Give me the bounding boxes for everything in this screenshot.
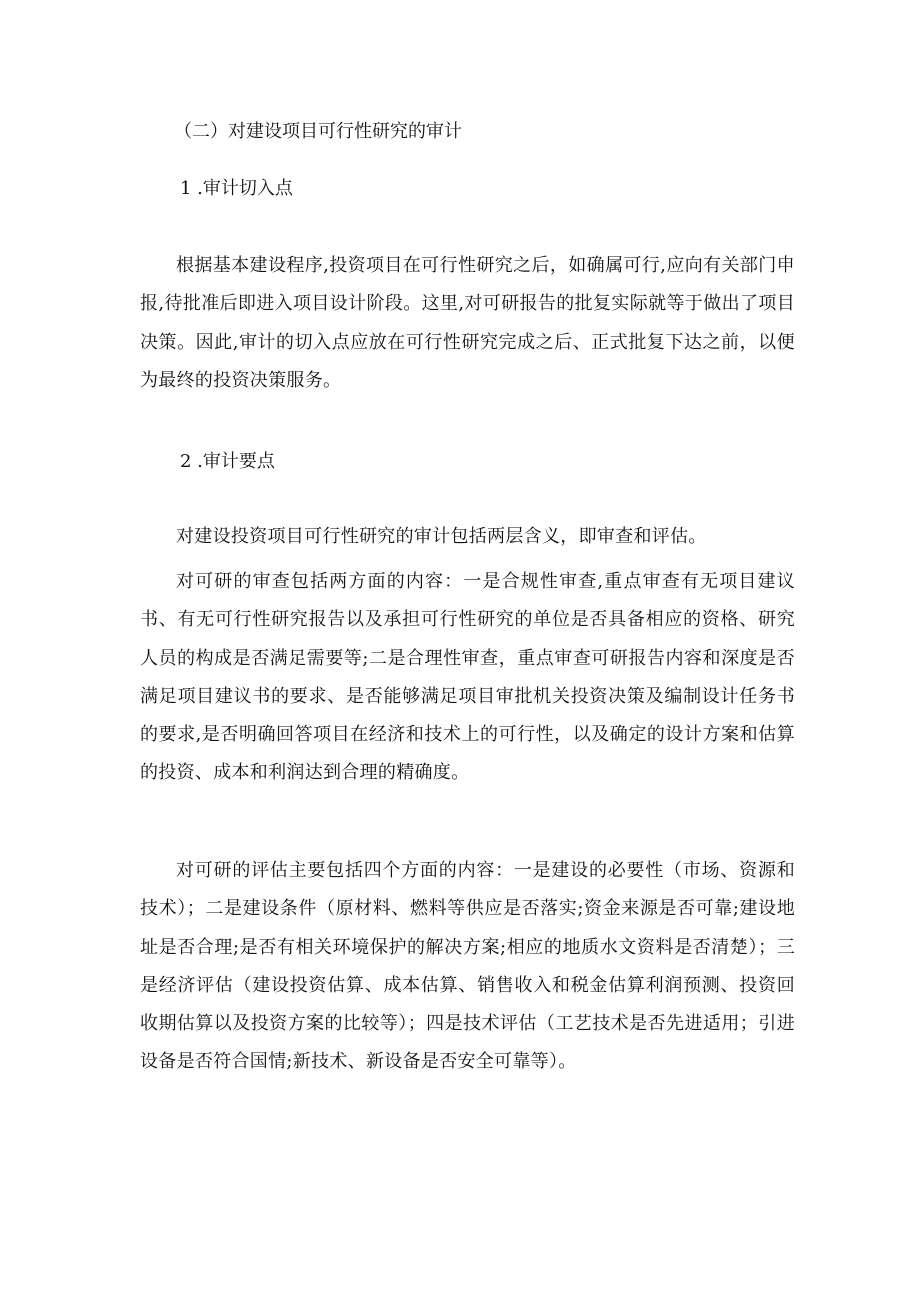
section-heading: （二）对建设项目可行性研究的审计	[174, 121, 462, 142]
subsection-heading-1: 1 .审计切入点	[180, 178, 293, 199]
paragraph-evaluation-content: 对可研的评估主要包括四个方面的内容：一是建设的必要性（市场、资源和技术）；二是建设条件（原材料、燃料等供应是否落实;资金来源是否可靠;建设地址是否合理;是否有相关环境保护的解决方案;相应的地质水文资料是否清楚）；三是经济评估（建设投资估算、成本估算、销售收入和税金估算利润预测、投资回收期估算以及投资方案的比较等）；四是技术评估（工艺技术是否先进适用；引进设备是否符合国情;新技术、新设备是否安全可靠等）。	[140, 860, 795, 1073]
paragraph-review-content: 对可研的审查包括两方面的内容：一是合规性审查,重点审查有无项目建议书、有无可行性研究报告以及承担可行性研究的单位是否具备相应的资格、研究人员的构成是否满足需要等;二是合理性审查，重点审查可研报告内容和深度是否满足项目建议书的要求、是否能够满足项目审批机关投资决策及编制设计任务书的要求,是否明确回答项目在经济和技术上的可行性，以及确定的设计方案和估算的投资、成本和利润达到合理的精确度。	[140, 571, 795, 784]
subsection-heading-2: 2 .审计要点	[180, 451, 275, 472]
paragraph-audit-entry-point: 根据基本建设程序,投资项目在可行性研究之后，如确属可行,应向有关部门申报,待批准后即进入项目设计阶段。这里,对可研报告的批复实际就等于做出了项目决策。因此,审计的切入点应放在可行性研究完成之后、正式批复下达之前，以便为最终的投资决策服务。	[140, 255, 795, 391]
paragraph-audit-meaning: 对建设投资项目可行性研究的审计包括两层含义，即审查和评估。	[176, 526, 707, 547]
